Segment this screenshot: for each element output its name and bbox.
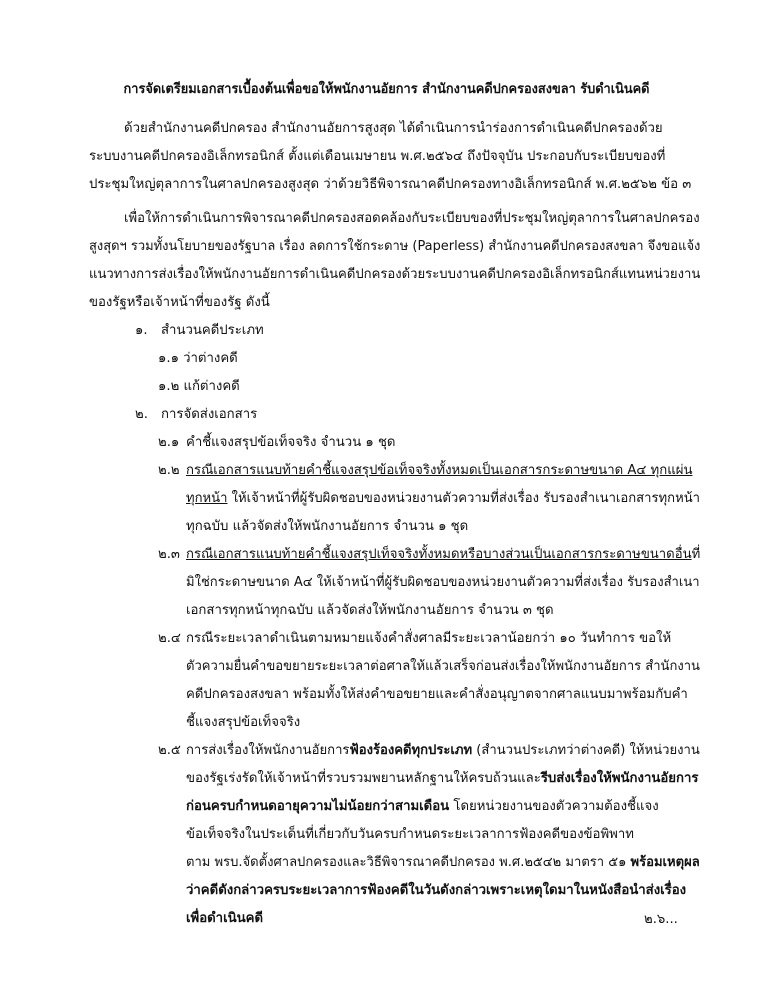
item-2-4-line: กรณีระยะเวลาดำเนินตามหมายแจ้งคำสั่งศาลมีระยะเวลาน้อยกว่า ๑๐ วันทำการ ขอให้ [186, 631, 672, 646]
item-2-5-bold-text: ฟ้องร้องคดีทุกประเภท [349, 743, 473, 758]
item-2-5-text: โดยหน่วยงานของตัวความต้องชี้แจง [449, 799, 659, 814]
item-2-2-line [186, 461, 692, 481]
document-title: การจัดเตรียมเอกสารเบื้องต้นเพื่อขอให้พนักงานอัยการ สำนักงานคดีปกครองสงขลา รับดำเนินคดี [123, 81, 650, 97]
section-1-item: ๑.๑ ว่าต่างคดี [158, 351, 238, 366]
item-2-1-text: คำชี้แจงสรุปข้อเท็จจริง จำนวน ๑ ชุด [186, 435, 396, 450]
item-2-5-bold-text: พร้อมเหตุผล [630, 855, 700, 870]
item-2-5-text: ตาม พรบ.จัดตั้งศาลปกครองและวิธีพิจารณาคดีปกครอง พ.ศ.๒๕๔๒ มาตรา ๕๑ [186, 855, 631, 870]
item-2-4-line: ตัวความยื่นคำขอขยายระยะเวลาต่อศาลให้แล้วเสร็จก่อนส่งเรื่องให้พนักงานอัยการ สำนักงาน [186, 659, 700, 674]
item-2-5-line [186, 769, 699, 789]
section-2-number: ๒. [135, 407, 148, 422]
item-2-3-line: มิใช่กระดาษขนาด A๔ ให้เจ้าหน้าที่ผู้รับผิดชอบของหน่วยงานตัวความที่ส่งเรื่อง รับรองสำเนา [186, 575, 700, 590]
item-2-2-underlined-text: กรณีเอกสารแนบท้ายคำชี้แจงสรุปข้อเท็จจริงทั้งหมดเป็นเอกสารกระดาษขนาด A๔ ทุกแผ่น [186, 463, 693, 478]
item-2-3-number: ๒.๓ [158, 547, 180, 562]
paragraph-1-line: ด้วยสำนักงานคดีปกครอง สำนักงานอัยการสูงสุด ได้ดำเนินการนำร่องการดำเนินคดีปกครองด้วย [124, 121, 663, 136]
item-2-2-text: ให้เจ้าหน้าที่ผู้รับผิดชอบของหน่วยงานตัวความที่ส่งเรื่อง รับรองสำเนาเอกสารทุกหน้า [227, 491, 701, 506]
item-2-2-number: ๒.๒ [158, 463, 180, 478]
item-2-5-line [186, 741, 700, 761]
item-2-5-number: ๒.๕ [158, 743, 181, 758]
item-2-2-line [186, 489, 700, 509]
item-2-3-text: ที่ [691, 547, 701, 562]
item-2-3-line: เอกสารทุกหน้าทุกฉบับ แล้วจัดส่งให้พนักงานอัยการ จำนวน ๓ ชุด [186, 603, 554, 618]
paragraph-1-line: ประชุมใหญ่ตุลาการในศาลปกครองสูงสุด ว่าด้วยวิธีพิจารณาคดีปกครองทางอิเล็กทรอนิกส์ พ.ศ.๒๕๖๒ ข้อ ๓ [89, 177, 692, 192]
item-2-5-line [186, 853, 700, 873]
item-2-2-underlined-text: ทุกหน้า [186, 491, 228, 506]
section-1-heading: สำนวนคดีประเภท [161, 323, 264, 338]
section-2-heading: การจัดส่งเอกสาร [161, 407, 258, 422]
item-2-5-line [186, 797, 659, 817]
item-2-5-bold-line: เพื่อดำเนินคดี [186, 911, 264, 926]
item-2-4-line: คดีปกครองสงขลา พร้อมทั้งให้ส่งคำขอขยายและคำสั่งอนุญาตจากศาลแนบมาพร้อมกับคำ [186, 687, 688, 702]
item-2-4-number: ๒.๔ [158, 631, 181, 646]
item-2-1-number: ๒.๑ [158, 435, 180, 450]
item-2-5-bold-line: ว่าคดีดังกล่าวครบระยะเวลาการฟ้องคดีในวันดังกล่าวเพราะเหตุใดมาในหนังสือนำส่งเรื่อง [186, 883, 687, 898]
section-1-item: ๑.๒ แก้ต่างคดี [158, 379, 240, 394]
item-2-5-bold-text: ก่อนครบกำหนดอายุความไม่น้อยกว่าสามเดือน [186, 799, 450, 814]
item-2-5-text: (สำนวนประเภทว่าต่างคดี) ให้หน่วยงาน [472, 743, 700, 758]
paragraph-2-line: แนวทางการส่งเรื่องให้พนักงานอัยการดำเนินคดีปกครองด้วยระบบงานคดีปกครองอิเล็กทรอนิกส์แทนหน่วยงาน [89, 267, 701, 282]
item-2-4-line: ชี้แจงสรุปข้อเท็จจริง [186, 715, 301, 730]
paragraph-2-line: เพื่อให้การดำเนินการพิจารณาคดีปกครองสอดคล้องกับระเบียบของที่ประชุมใหญ่ตุลาการในศาลปกครอง [124, 211, 700, 226]
item-2-3-underlined-text: กรณีเอกสารแนบท้ายคำชี้แจงสรุปเท็จจริงทั้งหมดหรือบางส่วนเป็นเอกสารกระดาษขนาดอื่น [186, 547, 692, 562]
section-1-number: ๑. [135, 323, 148, 338]
item-2-5-bold-text: รีบส่งเรื่องให้พนักงานอัยการ [540, 771, 699, 786]
item-2-5-line: ข้อเท็จจริงในประเด็นที่เกี่ยวกับวันครบกำหนดระยะเวลาการฟ้องคดีของข้อพิพาท [186, 827, 634, 842]
item-2-5-text: การส่งเรื่องให้พนักงานอัยการ [186, 743, 350, 758]
paragraph-1-line: ระบบงานคดีปกครองอิเล็กทรอนิกส์ ตั้งแต่เดือนเมษายน พ.ศ.๒๕๖๔ ถึงปัจจุบัน ประกอบกับระเบียบของที่ [89, 149, 666, 164]
paragraph-2-line: ของรัฐหรือเจ้าหน้าที่ของรัฐ ดังนี้ [89, 295, 270, 310]
paragraph-2-line: สูงสุดฯ รวมทั้งนโยบายของรัฐบาล เรื่อง ลดการใช้กระดาษ (Paperless) สำนักงานคดีปกครองสงขลา จึงขอแจ้ง [89, 239, 701, 254]
item-2-5-text: ของรัฐเร่งรัดให้เจ้าหน้าที่รวบรวมพยานหลักฐานให้ครบถ้วนและ [186, 771, 541, 786]
page-continuation-marker: ๒.๖... [644, 912, 678, 927]
item-2-2-line: ทุกฉบับ แล้วจัดส่งให้พนักงานอัยการ จำนวน ๑ ชุด [186, 519, 469, 534]
item-2-3-line [186, 545, 700, 565]
